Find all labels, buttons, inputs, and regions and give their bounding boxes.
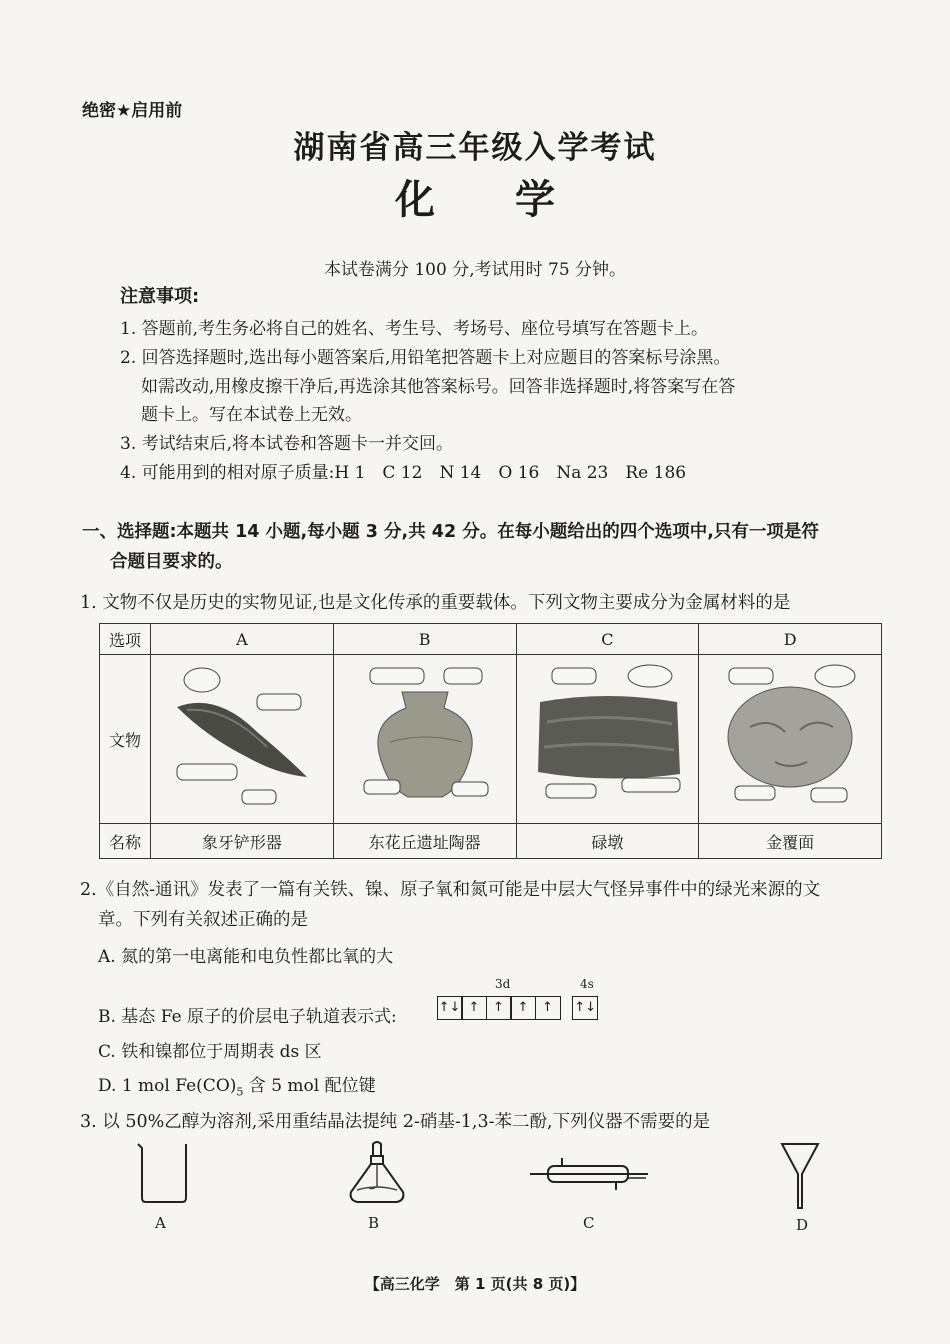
relic-a-name: 象牙铲形器 (151, 824, 334, 859)
q2-option-b: B. 基态 Fe 原子的价层电子轨道表示式: (98, 1007, 397, 1027)
q2-option-a: A. 氮的第一电离能和电负性都比氧的大 (98, 947, 394, 967)
stone-block-image (522, 662, 692, 812)
q2-option-d-prefix: D. 1 mol Fe(CO) (98, 1076, 237, 1096)
orbital-box: ↑↓ (437, 996, 463, 1020)
confidential-mark: 绝密★启用前 (82, 101, 183, 121)
option-b-header: B (333, 624, 516, 655)
beaker-icon (130, 1140, 194, 1204)
q3-label-b: B (368, 1214, 380, 1232)
relic-b-image (333, 655, 516, 824)
subject-char-2: 学 (515, 177, 555, 223)
relic-c-name: 碌墩 (516, 824, 699, 859)
subject-title (0, 168, 950, 225)
relic-d-image (699, 655, 882, 824)
ivory-shovel-image (157, 662, 327, 812)
q2-option-c: C. 铁和镍都位于周期表 ds 区 (98, 1042, 322, 1062)
option-d-header: D (699, 624, 882, 655)
row-label-option: 选项 (100, 624, 151, 655)
relic-c-image (516, 655, 699, 824)
orbital-4s-label: 4s (580, 977, 594, 991)
q3-label-d: D (796, 1216, 809, 1234)
q3-label-a: A (155, 1214, 166, 1232)
exam-title: 湖南省高三年级入学考试 (293, 130, 657, 166)
pottery-jar-image (340, 662, 510, 812)
section-heading-cont: 合题目要求的。 (110, 552, 233, 572)
condenser-icon (528, 1156, 652, 1196)
orbital-box: ↑ (510, 996, 536, 1020)
orbital-box: ↑ (535, 996, 561, 1020)
q1-relics-table (99, 623, 882, 859)
orbital-3d-label: 3d (495, 977, 511, 991)
notice-line-1: 1. 答题前,考生务必将自己的姓名、考生号、考场号、座位号填写在答题卡上。 (120, 319, 709, 339)
notice-line-4: 题卡上。写在本试卷上无效。 (141, 405, 362, 425)
notice-line-6: 4. 可能用到的相对原子质量:H 1 C 12 N 14 O 16 Na 23 Re 186 (120, 463, 687, 483)
option-c-header: C (516, 624, 699, 655)
page-footer: 【高三化学 第 1 页(共 8 页)】 (364, 1275, 586, 1293)
q3-label-c: C (583, 1214, 595, 1232)
alcohol-lamp-icon (345, 1140, 409, 1206)
q2-option-d-sub: 5 (236, 1085, 244, 1099)
notice-line-2: 2. 回答选择题时,选出每小题答案后,用铅笔把答题卡上对应题目的答案标号涂黑。 (120, 348, 731, 368)
q2-stem-2: 章。下列有关叙述正确的是 (98, 910, 308, 930)
subject-char-1: 化 (395, 177, 435, 223)
orbital-4s-boxes (574, 996, 599, 1020)
option-a-header: A (151, 624, 334, 655)
orbital-box: ↑ (461, 996, 487, 1020)
orbital-box: ↑↓ (572, 996, 598, 1020)
section-heading: 一、选择题:本题共 14 小题,每小题 3 分,共 42 分。在每小题给出的四个选项中,只有一项是符 (82, 522, 819, 542)
relic-d-name: 金覆面 (699, 824, 882, 859)
row-label-name: 名称 (100, 824, 151, 859)
exam-intro: 本试卷满分 100 分,考试用时 75 分钟。 (323, 260, 627, 280)
relic-a-image (151, 655, 334, 824)
notice-line-5: 3. 考试结束后,将本试卷和答题卡一并交回。 (120, 434, 454, 454)
relic-b-name: 东花丘遗址陶器 (333, 824, 516, 859)
notice-title: 注意事项: (120, 286, 200, 307)
q2-option-d (98, 1071, 376, 1098)
notice-line-3: 如需改动,用橡皮擦干净后,再选涂其他答案标号。回答非选择题时,将答案写在答 (141, 377, 736, 397)
gold-mask-image (705, 662, 875, 812)
q1-stem: 1. 文物不仅是历史的实物见证,也是文化传承的重要载体。下列文物主要成分为金属材料的是 (80, 593, 791, 613)
q2-stem-1: 2.《自然-通讯》发表了一篇有关铁、镍、原子氧和氮可能是中层大气怪异事件中的绿光来源的文 (80, 880, 821, 900)
funnel-icon (780, 1140, 820, 1210)
q2-option-d-suffix: 含 5 mol 配位键 (243, 1076, 376, 1096)
orbital-box: ↑ (486, 996, 512, 1020)
row-label-relic: 文物 (100, 655, 151, 824)
orbital-3d-boxes (438, 996, 561, 1020)
q3-stem: 3. 以 50%乙醇为溶剂,采用重结晶法提纯 2-硝基-1,3-苯二酚,下列仪器不需要的是 (80, 1112, 711, 1132)
orbital-diagram (438, 996, 598, 1020)
